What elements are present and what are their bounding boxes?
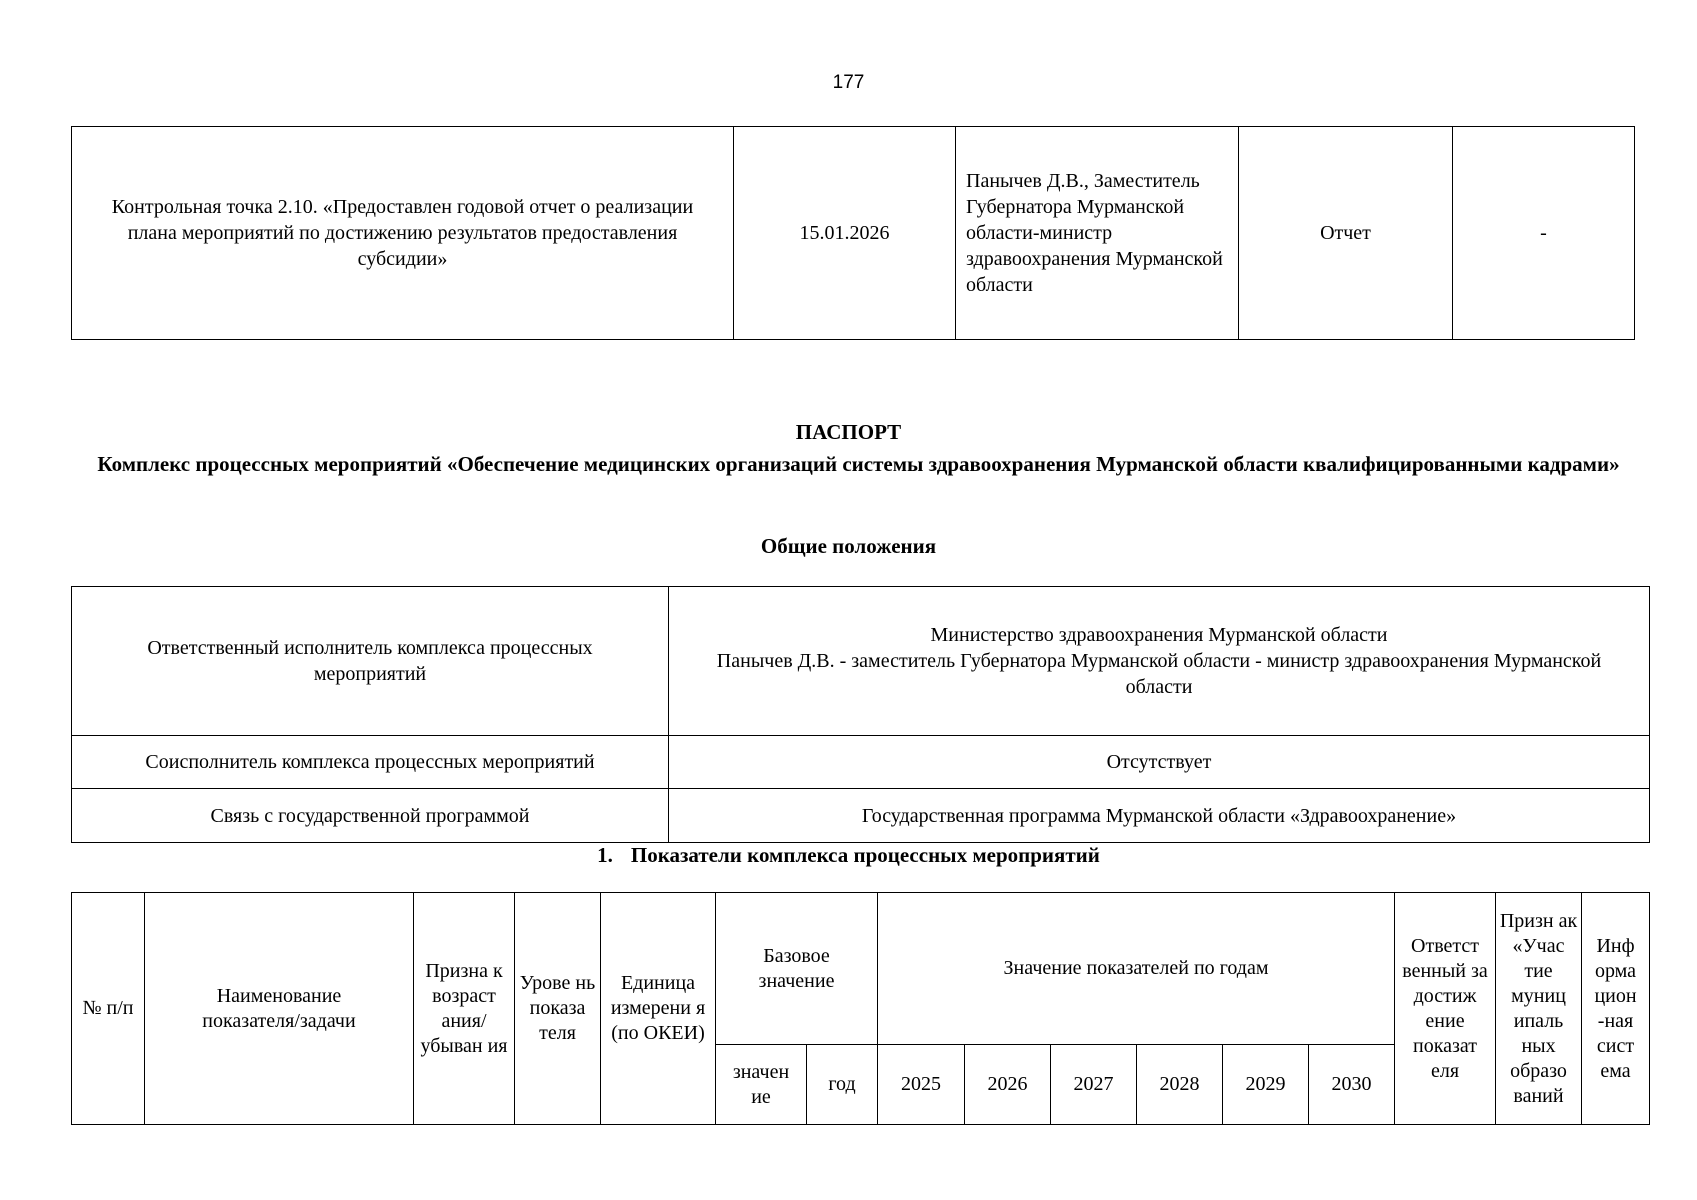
table-row: [72, 789, 1650, 843]
control-point-table: [71, 126, 1635, 340]
general-value: Отсутствует: [669, 736, 1650, 789]
general-label: Связь с государственной программой: [72, 789, 669, 843]
col-municipal-header: Призн ак «Учас тие муниц ипаль ных образо ваний: [1496, 893, 1582, 1125]
general-value-line: Министерство здравоохранения Мурманской области: [930, 624, 1388, 646]
general-provisions-table: [71, 586, 1650, 843]
control-point-responsible: Панычев Д.В., Заместитель Губернатора Мурманской области-министр здравоохранения Мурманской области: [956, 127, 1239, 340]
col-year-header: 2030: [1309, 1045, 1395, 1125]
col-info-system-header: Инф орма цион -ная сист ема: [1582, 893, 1650, 1125]
control-point-document: Отчет: [1239, 127, 1453, 340]
table-row: [72, 587, 1650, 736]
table-header-row: [72, 893, 1650, 1045]
col-year-header: 2025: [878, 1045, 965, 1125]
general-value: Государственная программа Мурманской области «Здравоохранение»: [669, 789, 1650, 843]
col-base-header: Базовое значение: [716, 893, 878, 1045]
section-title: Показатели комплекса процессных мероприятий: [630, 843, 1100, 867]
col-year-header: 2026: [965, 1045, 1051, 1125]
general-value-line: Панычев Д.В. - заместитель Губернатора Мурманской области - министр здравоохранения Мурманской области: [716, 650, 1602, 698]
section-number: 1.: [597, 843, 613, 867]
table-row: [72, 736, 1650, 789]
control-point-info-system: -: [1453, 127, 1635, 340]
general-provisions-heading: Общие положения: [760, 534, 937, 558]
general-value: [669, 587, 1650, 736]
col-sign-header: Призна к возраст ания/ убыван ия: [414, 893, 515, 1125]
col-year-header: 2027: [1051, 1045, 1137, 1125]
passport-subtitle: Комплекс процессных мероприятий «Обеспечение медицинских организаций системы здравоохранения Мурманской области квалифицированными кадрами»: [97, 452, 1620, 476]
col-base-value-header: значен ие: [716, 1045, 807, 1125]
col-year-header: 2028: [1137, 1045, 1223, 1125]
passport-title: ПАСПОРТ: [795, 420, 902, 444]
col-level-header: Урове нь показа теля: [515, 893, 601, 1125]
col-unit-header: Единица измерени я (по ОКЕИ): [601, 893, 716, 1125]
col-num-header: № п/п: [72, 893, 145, 1125]
col-year-header: 2029: [1223, 1045, 1309, 1125]
general-label: Ответственный исполнитель комплекса процессных мероприятий: [72, 587, 669, 736]
indicators-heading: [0, 843, 1697, 868]
general-label: Соисполнитель комплекса процессных мероприятий: [72, 736, 669, 789]
col-base-year-header: год: [807, 1045, 878, 1125]
col-years-header: Значение показателей по годам: [878, 893, 1395, 1045]
control-point-date: 15.01.2026: [734, 127, 956, 340]
col-responsible-header: Ответст венный за достиж ение показат еля: [1395, 893, 1496, 1125]
indicators-table: [71, 892, 1650, 1125]
page-number: 177: [832, 72, 865, 93]
control-point-name: Контрольная точка 2.10. «Предоставлен годовой отчет о реализации плана мероприятий по достижению результатов предоставления субсидии»: [72, 127, 734, 340]
col-name-header: Наименование показателя/задачи: [145, 893, 414, 1125]
